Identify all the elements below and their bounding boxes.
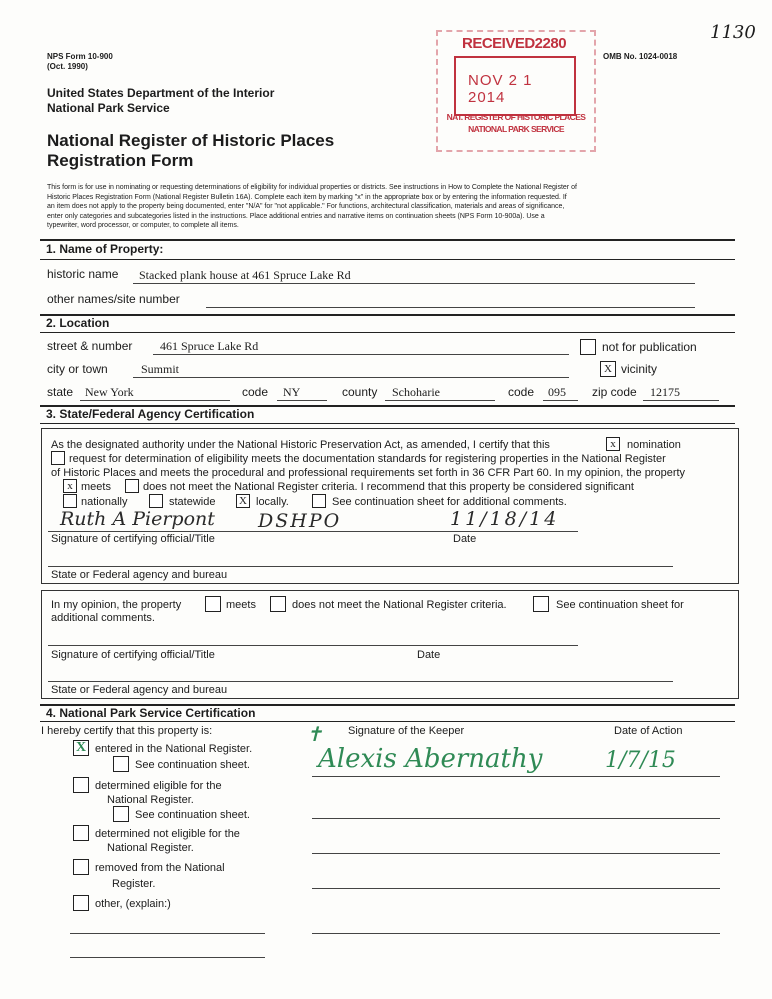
fill-line [277,400,327,401]
stamp-received: RECEIVED2280 [462,35,567,52]
other-label: other, (explain:) [95,898,171,910]
statewide-label: statewide [169,496,216,508]
fill-line [70,933,265,934]
op-not-meet-checkbox[interactable] [270,596,286,612]
other-checkbox[interactable] [73,895,89,911]
removed-checkbox[interactable] [73,859,89,875]
date-label: Date [453,533,477,545]
date-of-action-label: Date of Action [614,725,683,737]
fill-line [643,400,719,401]
eligible-checkbox[interactable] [73,777,89,793]
page-title: National Register of Historic Places Registration Form [47,131,335,170]
op-meets-label: meets [226,599,256,611]
section2-title: 2. Location [46,316,110,330]
certifying-title: DSHPO [258,510,342,532]
street-label: street & number [47,339,133,353]
zip-label: zip code [592,385,637,399]
op-continuation-label: See continuation sheet for [556,599,684,611]
form-number: NPS Form 10-900 (Oct. 1990) [47,52,113,71]
fill-line [133,377,569,378]
op-not-meet-label: does not meet the National Register criteria. [292,599,507,611]
not-eligible-checkbox[interactable] [73,825,89,841]
department-heading: United States Department of the Interior National Park Service [47,86,275,115]
historic-name-label: historic name [47,267,119,281]
eligible-label-1: determined eligible for the [95,780,222,792]
op-continuation-checkbox[interactable] [533,596,549,612]
cert-para-line1: As the designated authority under the National Historic Preservation Act, as amended, I certify that this [51,439,550,451]
meets-label: meets [81,481,111,493]
continuation-checkbox[interactable] [312,494,326,508]
fill-line [312,933,720,934]
fill-line [312,818,720,819]
section-rule [40,259,735,260]
stamp-line1: NAT. REGISTER OF HISTORIC PLACES [446,112,586,122]
fill-line [153,354,569,355]
certifying-date: 11/18/14 [450,508,560,530]
agency-label-2: State or Federal agency and bureau [51,684,228,696]
street-value[interactable]: 461 Spruce Lake Rd [160,339,259,353]
fill-line [543,400,578,401]
section-rule [40,423,735,424]
handwritten-number: 1130 [710,22,756,43]
instructions: This form is for use in nominating or requesting determinations of eligibility for individual properties or districts. See instructions in How to Complete the National Register of Historic Places Registration Form (National Register Bulletin 16A). Complete each item by marking "x" in the appropriate box or by entering the information requested. If an item does not apply to the property being documented, enter "N/A" for "not applicable." For functions, architectural classification, materials and areas of significance, enter only categories and subcategories listed in the instructions. Place additional entries and narrative items on continuation sheets (NPS Form 10-900a). Use a typewriter, word processor, or computer, to complete all items. [47,184,577,229]
other-names-label: other names/site number [47,292,180,306]
vicinity-checkbox[interactable]: X [600,361,616,377]
fill-line [385,400,495,401]
section-rule [40,721,735,722]
eligible-label-2: National Register. [107,794,194,806]
section4-title: 4. National Park Service Certification [46,706,256,720]
op-additional-label: additional comments. [51,612,155,624]
cert-para-line2: request for determination of eligibility meets the documentation standards for registering properties in the National Register [69,453,666,465]
nationally-checkbox[interactable] [63,494,77,508]
not-for-publication-label: not for publication [602,340,697,354]
agency-label: State or Federal agency and bureau [51,569,228,581]
section-rule [40,314,735,316]
section-rule [40,332,735,333]
stamp-date-box [454,56,576,116]
entered-continuation-label: See continuation sheet. [135,759,250,771]
county-code-value[interactable]: 095 [548,385,566,399]
removed-label-1: removed from the National [95,862,225,874]
entered-checkbox[interactable]: X [73,740,89,756]
request-checkbox[interactable] [51,451,65,465]
removed-label-2: Register. [112,878,156,890]
state-label: state [47,385,74,399]
state-code-value[interactable]: NY [283,385,301,399]
keeper-initial-mark: ✝ [306,722,323,746]
not-eligible-label-1: determined not eligible for the [95,828,240,840]
entered-continuation-checkbox[interactable] [113,756,129,772]
op-meets-checkbox[interactable] [205,596,221,612]
eligible-continuation-label: See continuation sheet. [135,809,250,821]
fill-line [312,888,720,889]
does-not-meet-checkbox[interactable] [125,479,139,493]
county-value[interactable]: Schoharie [392,385,440,399]
locally-label: locally. [256,496,289,508]
state-code-label: code [242,385,269,399]
fill-line [312,776,720,777]
signature-label-2: Signature of certifying official/Title [51,649,215,661]
fill-line [206,307,695,308]
omb-number: OMB No. 1024-0018 [603,52,678,61]
stamp-line2: NATIONAL PARK SERVICE [468,124,564,134]
keeper-signature: Alexis Abernathy [318,744,543,774]
county-code-label: code [508,385,535,399]
meets-checkbox[interactable]: x [63,479,77,493]
fill-line [312,853,720,854]
city-value[interactable]: Summit [141,362,180,376]
locally-checkbox[interactable]: X [236,494,250,508]
fill-line [70,957,265,958]
keeper-label: Signature of the Keeper [348,725,465,737]
certifying-signature: Ruth A Pierpont [60,508,215,530]
eligible-continuation-checkbox[interactable] [113,806,129,822]
not-eligible-label-2: National Register. [107,842,194,854]
received-stamp [436,30,596,152]
city-label: city or town [47,362,108,376]
fill-line [48,566,673,567]
fill-line [48,645,578,646]
date-label-2: Date [417,649,441,661]
signature-label: Signature of certifying official/Title [51,533,215,545]
county-label: county [342,385,378,399]
opinion-text: In my opinion, the property [51,599,182,611]
nomination-checkbox[interactable]: x [606,437,620,451]
fill-line [80,400,230,401]
not-for-publication-checkbox[interactable] [580,339,596,355]
nomination-label: nomination [627,439,681,451]
section3-title: 3. State/Federal Agency Certification [46,407,255,421]
zip-value[interactable]: 12175 [650,385,680,399]
historic-name-value[interactable]: Stacked plank house at 461 Spruce Lake Rd [139,268,351,282]
nationally-label: nationally [81,496,128,508]
certify-text: I hereby certify that this property is: [41,725,213,737]
continuation-label: See continuation sheet for additional comments. [332,496,567,508]
fill-line [133,283,695,284]
stamp-date: NOV 2 1 2014 [468,72,533,106]
fill-line [48,681,673,682]
statewide-checkbox[interactable] [149,494,163,508]
vicinity-label: vicinity [621,362,658,376]
state-value[interactable]: New York [85,385,134,399]
cert-para-line3: of Historic Places and meets the procedural and professional requirements set forth in 36 CFR Part 60. In my opinion, the property [51,467,686,479]
entered-label: entered in the National Register. [95,743,253,755]
section1-title: 1. Name of Property: [46,242,164,256]
does-not-meet-label: does not meet the National Register criteria. I recommend that this property be considered significant [143,481,634,493]
section-rule [40,239,735,241]
date-of-action-value: 1/7/15 [605,748,676,773]
